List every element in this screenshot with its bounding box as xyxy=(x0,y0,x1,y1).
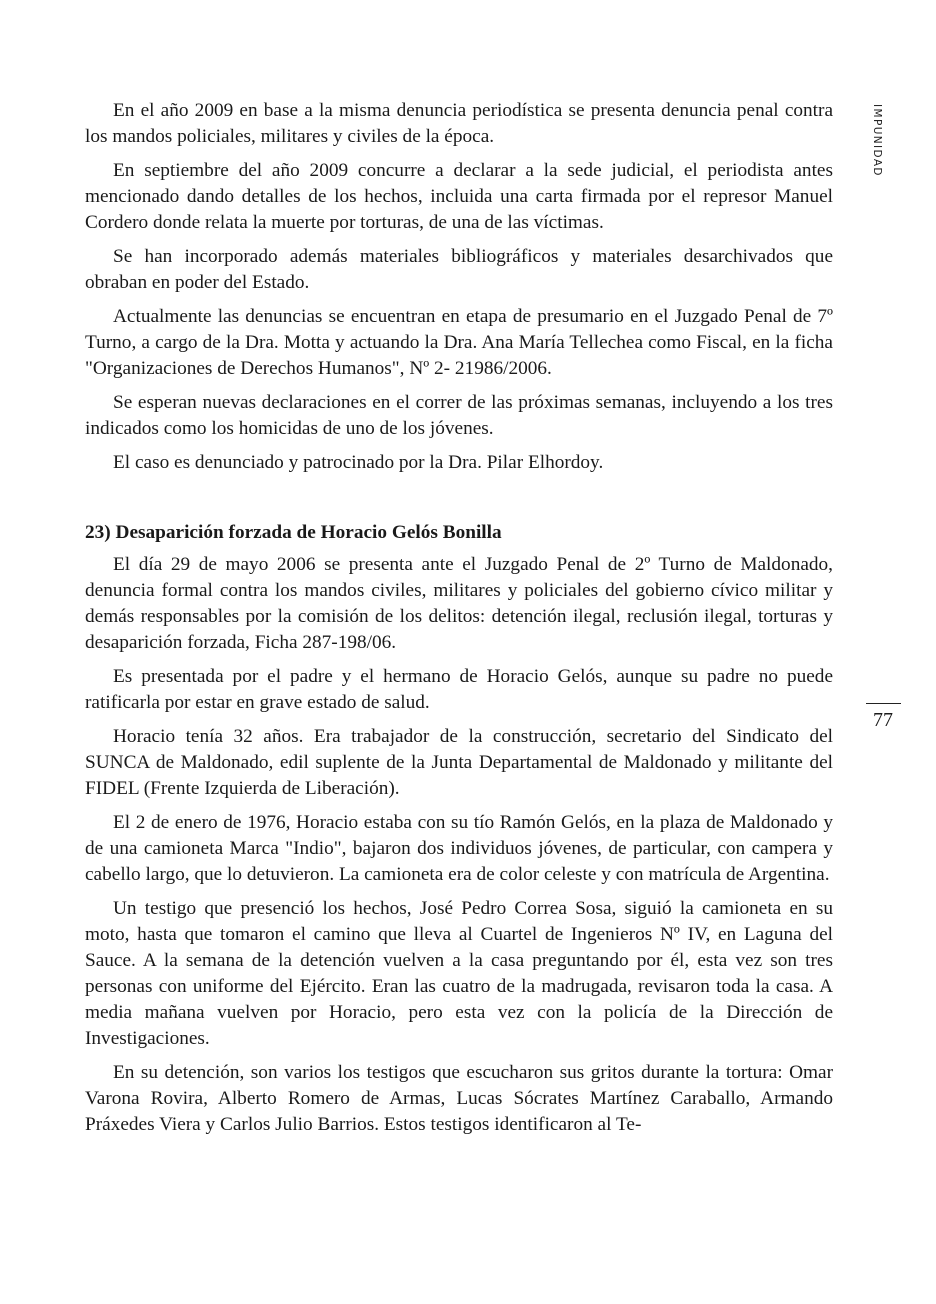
paragraph: En septiembre del año 2009 concurre a declarar a la sede judicial, el periodista antes mencionado dando detalles de los hechos, incluida una carta firmada por el represor Manuel Cordero donde relata la muerte por torturas, de una de las víctimas. xyxy=(85,160,833,233)
paragraph: El 2 de enero de 1976, Horacio estaba con su tío Ramón Gelós, en la plaza de Maldonado y de una camioneta Marca "Indio", bajaron dos individuos jóvenes, de particular, con campera y cabello largo, que lo detuvieron. La camioneta era de color celeste y con matrícula de Argentina. xyxy=(85,812,833,885)
paragraph: En su detención, son varios los testigos que escucharon sus gritos durante la tortura: Omar Varona Rovira, Alberto Romero de Armas, Lucas Sócrates Martínez Caraballo, Armando Práxedes Viera y Carlos Julio Barrios. Estos testigos identificaron al Te- xyxy=(85,1062,833,1135)
page-number-rule xyxy=(866,703,901,704)
paragraph: Un testigo que presenció los hechos, José Pedro Correa Sosa, siguió la camioneta en su moto, hasta que tomaron el camino que lleva al Cuartel de Ingenieros Nº IV, en Laguna del Sauce. A la semana de la detención vuelven a la casa preguntando por él, esta vez son tres personas con uniforme del Ejército. Eran las cuatro de la madrugada, revisaron toda la casa. A media mañana vuelven por Horacio, pero esta vez con la policía de la Dirección de Investigaciones. xyxy=(85,898,833,1049)
running-head: IMPUNIDAD xyxy=(871,104,883,177)
paragraph: En el año 2009 en base a la misma denuncia periodística se presenta denuncia penal contra los mandos policiales, militares y civiles de la época. xyxy=(85,100,833,147)
page-number: 77 xyxy=(873,709,893,731)
paragraph: Horacio tenía 32 años. Era trabajador de la construcción, secretario del Sindicato del SUNCA de Maldonado, edil suplente de la Junta Departamental de Maldonado y militante del FIDEL (Frente Izquierda de Liberación). xyxy=(85,726,833,799)
paragraph: El día 29 de mayo 2006 se presenta ante el Juzgado Penal de 2º Turno de Maldonado, denuncia formal contra los mandos civiles, militares y policiales del gobierno cívico militar y demás responsables por la comisión de los delitos: detención ilegal, reclusión ilegal, torturas y desaparición forzada, Ficha 287-198/06. xyxy=(85,554,833,653)
paragraph: Es presentada por el padre y el hermano de Horacio Gelós, aunque su padre no puede ratificarla por estar en grave estado de salud. xyxy=(85,666,833,713)
section-heading: 23) Desaparición forzada de Horacio Gelós Bonilla xyxy=(85,522,502,543)
paragraph: Actualmente las denuncias se encuentran en etapa de presumario en el Juzgado Penal de 7º Turno, a cargo de la Dra. Motta y actuando la Dra. Ana María Tellechea como Fiscal, en la ficha "Organizaciones de Derechos Humanos", Nº 2- 21986/2006. xyxy=(85,306,833,379)
paragraph: El caso es denunciado y patrocinado por la Dra. Pilar Elhordoy. xyxy=(113,452,604,473)
paragraph: Se esperan nuevas declaraciones en el correr de las próximas semanas, incluyendo a los tres indicados como los homicidas de uno de los jóvenes. xyxy=(85,392,833,439)
paragraph: Se han incorporado además materiales bibliográficos y materiales desarchivados que obraban en poder del Estado. xyxy=(85,246,833,293)
body-text xyxy=(85,98,833,1146)
